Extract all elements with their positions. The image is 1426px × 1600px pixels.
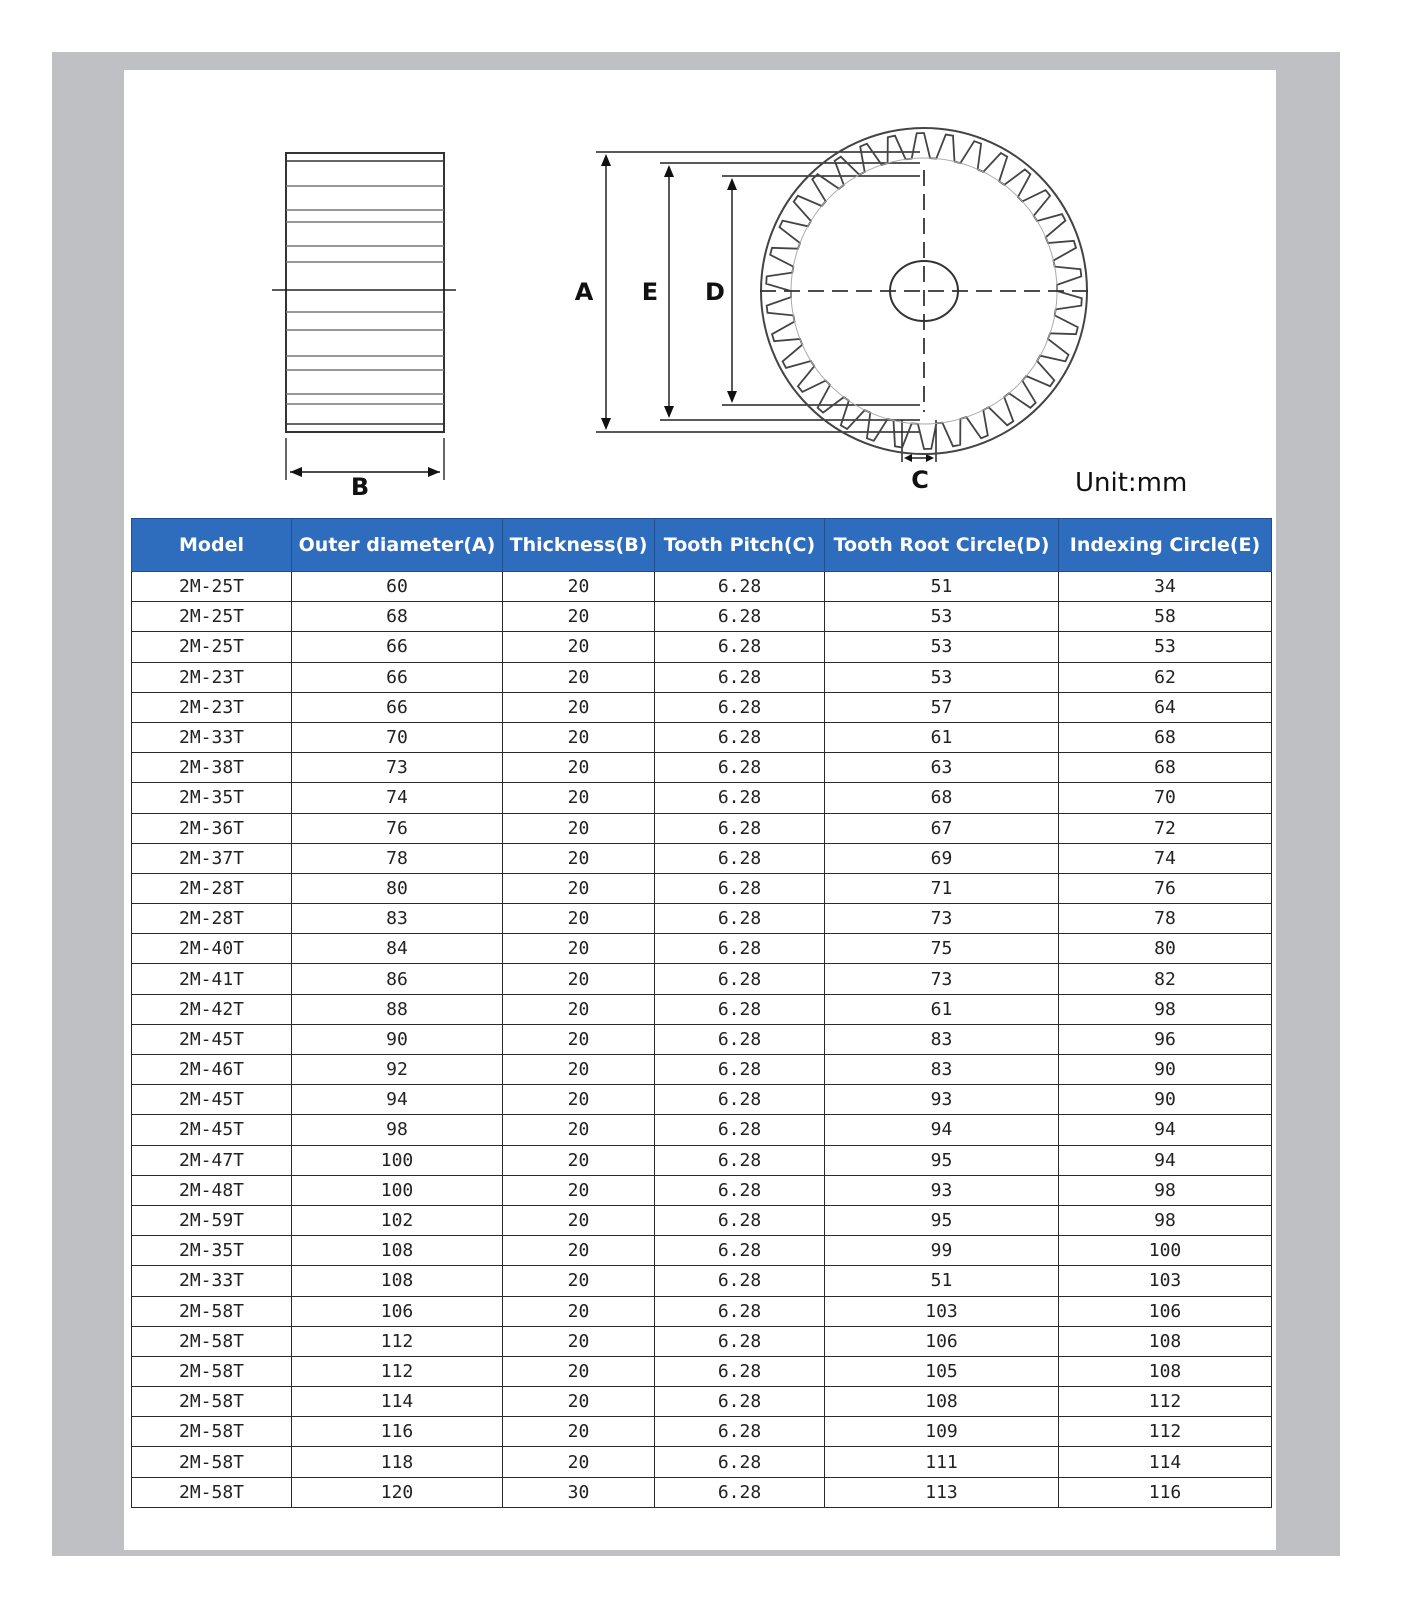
table-cell: 112 bbox=[292, 1326, 503, 1356]
table-cell: 94 bbox=[1059, 1115, 1272, 1145]
table-row bbox=[132, 1205, 1272, 1235]
table-cell: 2M-33T bbox=[132, 722, 292, 752]
table-row bbox=[132, 873, 1272, 903]
table-row bbox=[132, 753, 1272, 783]
table-row bbox=[132, 934, 1272, 964]
table-cell: 2M-33T bbox=[132, 1266, 292, 1296]
table-cell: 20 bbox=[503, 1024, 655, 1054]
pulley-side-view bbox=[272, 153, 456, 480]
table-cell: 6.28 bbox=[655, 994, 825, 1024]
table-cell: 6.28 bbox=[655, 692, 825, 722]
unit-label: Unit:mm bbox=[1075, 468, 1188, 498]
table-row bbox=[132, 1266, 1272, 1296]
table-cell: 80 bbox=[1059, 934, 1272, 964]
table-cell: 98 bbox=[1059, 994, 1272, 1024]
table-cell: 62 bbox=[1059, 662, 1272, 692]
table-row bbox=[132, 1175, 1272, 1205]
table-cell: 6.28 bbox=[655, 1175, 825, 1205]
table-cell: 2M-46T bbox=[132, 1055, 292, 1085]
table-cell: 58 bbox=[1059, 602, 1272, 632]
table-row bbox=[132, 1296, 1272, 1326]
table-cell: 114 bbox=[1059, 1447, 1272, 1477]
table-cell: 100 bbox=[292, 1175, 503, 1205]
table-cell: 20 bbox=[503, 722, 655, 752]
table-row bbox=[132, 1115, 1272, 1145]
table-cell: 96 bbox=[1059, 1024, 1272, 1054]
table-cell: 6.28 bbox=[655, 753, 825, 783]
label-c: C bbox=[911, 466, 929, 494]
table-cell: 6.28 bbox=[655, 1145, 825, 1175]
table-cell: 20 bbox=[503, 964, 655, 994]
table-cell: 90 bbox=[1059, 1085, 1272, 1115]
table-cell: 20 bbox=[503, 1447, 655, 1477]
table-cell: 6.28 bbox=[655, 1085, 825, 1115]
table-cell: 2M-37T bbox=[132, 843, 292, 873]
table-cell: 6.28 bbox=[655, 722, 825, 752]
table-cell: 102 bbox=[292, 1205, 503, 1235]
table-header-row bbox=[132, 519, 1272, 572]
spec-table bbox=[131, 518, 1272, 1508]
table-cell: 6.28 bbox=[655, 632, 825, 662]
table-cell: 2M-59T bbox=[132, 1205, 292, 1235]
table-cell: 20 bbox=[503, 1085, 655, 1115]
table-cell: 90 bbox=[1059, 1055, 1272, 1085]
table-cell: 108 bbox=[1059, 1356, 1272, 1386]
table-cell: 20 bbox=[503, 662, 655, 692]
table-cell: 98 bbox=[1059, 1205, 1272, 1235]
table-cell: 51 bbox=[825, 572, 1059, 602]
table-cell: 2M-35T bbox=[132, 1236, 292, 1266]
table-cell: 6.28 bbox=[655, 1055, 825, 1085]
table-cell: 94 bbox=[1059, 1145, 1272, 1175]
table-cell: 20 bbox=[503, 843, 655, 873]
table-cell: 86 bbox=[292, 964, 503, 994]
table-cell: 53 bbox=[825, 602, 1059, 632]
table-cell: 84 bbox=[292, 934, 503, 964]
table-cell: 2M-58T bbox=[132, 1387, 292, 1417]
table-cell: 111 bbox=[825, 1447, 1059, 1477]
table-cell: 20 bbox=[503, 602, 655, 632]
table-cell: 2M-42T bbox=[132, 994, 292, 1024]
table-cell: 112 bbox=[1059, 1417, 1272, 1447]
table-row bbox=[132, 1326, 1272, 1356]
table-cell: 6.28 bbox=[655, 1417, 825, 1447]
table-row bbox=[132, 813, 1272, 843]
table-cell: 78 bbox=[292, 843, 503, 873]
table-row bbox=[132, 783, 1272, 813]
table-cell: 112 bbox=[292, 1356, 503, 1386]
table-cell: 68 bbox=[1059, 722, 1272, 752]
table-cell: 95 bbox=[825, 1145, 1059, 1175]
table-cell: 6.28 bbox=[655, 1266, 825, 1296]
table-cell: 66 bbox=[292, 692, 503, 722]
table-cell: 20 bbox=[503, 753, 655, 783]
table-cell: 109 bbox=[825, 1417, 1059, 1447]
table-cell: 113 bbox=[825, 1477, 1059, 1507]
table-cell: 90 bbox=[292, 1024, 503, 1054]
table-row bbox=[132, 1085, 1272, 1115]
table-cell: 100 bbox=[292, 1145, 503, 1175]
table-cell: 98 bbox=[292, 1115, 503, 1145]
table-cell: 6.28 bbox=[655, 572, 825, 602]
table-row bbox=[132, 1356, 1272, 1386]
table-cell: 2M-58T bbox=[132, 1296, 292, 1326]
table-cell: 120 bbox=[292, 1477, 503, 1507]
pulley-diagram bbox=[0, 0, 1426, 510]
table-cell: 74 bbox=[1059, 843, 1272, 873]
table-cell: 118 bbox=[292, 1447, 503, 1477]
table-cell: 106 bbox=[1059, 1296, 1272, 1326]
table-cell: 76 bbox=[292, 813, 503, 843]
table-row bbox=[132, 602, 1272, 632]
table-cell: 93 bbox=[825, 1175, 1059, 1205]
table-cell: 6.28 bbox=[655, 1447, 825, 1477]
table-cell: 66 bbox=[292, 662, 503, 692]
table-cell: 53 bbox=[825, 632, 1059, 662]
table-cell: 20 bbox=[503, 632, 655, 662]
table-cell: 116 bbox=[1059, 1477, 1272, 1507]
table-row bbox=[132, 1477, 1272, 1507]
column-header: Indexing Circle(E) bbox=[1059, 519, 1272, 572]
table-cell: 2M-48T bbox=[132, 1175, 292, 1205]
table-cell: 20 bbox=[503, 1236, 655, 1266]
table-cell: 6.28 bbox=[655, 904, 825, 934]
table-cell: 6.28 bbox=[655, 934, 825, 964]
table-cell: 20 bbox=[503, 572, 655, 602]
table-row bbox=[132, 572, 1272, 602]
table-cell: 20 bbox=[503, 1356, 655, 1386]
table-cell: 2M-25T bbox=[132, 632, 292, 662]
table-cell: 70 bbox=[1059, 783, 1272, 813]
table-cell: 20 bbox=[503, 1205, 655, 1235]
table-cell: 2M-58T bbox=[132, 1447, 292, 1477]
table-cell: 20 bbox=[503, 934, 655, 964]
table-cell: 112 bbox=[1059, 1387, 1272, 1417]
table-row bbox=[132, 994, 1272, 1024]
table-cell: 6.28 bbox=[655, 1205, 825, 1235]
table-cell: 51 bbox=[825, 1266, 1059, 1296]
table-cell: 6.28 bbox=[655, 1024, 825, 1054]
table-cell: 34 bbox=[1059, 572, 1272, 602]
table-cell: 83 bbox=[292, 904, 503, 934]
table-cell: 72 bbox=[1059, 813, 1272, 843]
table-cell: 105 bbox=[825, 1356, 1059, 1386]
table-row bbox=[132, 1024, 1272, 1054]
table-cell: 108 bbox=[292, 1266, 503, 1296]
label-b: B bbox=[350, 473, 370, 501]
column-header: Thickness(B) bbox=[503, 519, 655, 572]
table-cell: 6.28 bbox=[655, 1115, 825, 1145]
table-cell: 108 bbox=[825, 1387, 1059, 1417]
table-cell: 20 bbox=[503, 1296, 655, 1326]
table-cell: 53 bbox=[1059, 632, 1272, 662]
table-cell: 69 bbox=[825, 843, 1059, 873]
column-header: Model bbox=[132, 519, 292, 572]
table-cell: 53 bbox=[825, 662, 1059, 692]
table-cell: 2M-58T bbox=[132, 1356, 292, 1386]
table-cell: 94 bbox=[825, 1115, 1059, 1145]
table-cell: 108 bbox=[1059, 1326, 1272, 1356]
table-row bbox=[132, 632, 1272, 662]
table-row bbox=[132, 1236, 1272, 1266]
table-row bbox=[132, 843, 1272, 873]
table-row bbox=[132, 662, 1272, 692]
table-cell: 6.28 bbox=[655, 1236, 825, 1266]
table-cell: 98 bbox=[1059, 1175, 1272, 1205]
table-cell: 68 bbox=[825, 783, 1059, 813]
table-cell: 94 bbox=[292, 1085, 503, 1115]
table-cell: 2M-41T bbox=[132, 964, 292, 994]
table-cell: 71 bbox=[825, 873, 1059, 903]
table-cell: 20 bbox=[503, 1145, 655, 1175]
column-header: Tooth Pitch(C) bbox=[655, 519, 825, 572]
table-cell: 114 bbox=[292, 1387, 503, 1417]
column-header: Tooth Root Circle(D) bbox=[825, 519, 1059, 572]
table-cell: 20 bbox=[503, 1055, 655, 1085]
table-cell: 2M-45T bbox=[132, 1085, 292, 1115]
table-row bbox=[132, 1145, 1272, 1175]
table-cell: 20 bbox=[503, 1387, 655, 1417]
table-cell: 108 bbox=[292, 1236, 503, 1266]
table-cell: 2M-38T bbox=[132, 753, 292, 783]
table-cell: 2M-25T bbox=[132, 572, 292, 602]
table-cell: 2M-45T bbox=[132, 1024, 292, 1054]
table-cell: 6.28 bbox=[655, 1356, 825, 1386]
table-cell: 6.28 bbox=[655, 813, 825, 843]
table-cell: 2M-35T bbox=[132, 783, 292, 813]
column-header: Outer diameter(A) bbox=[292, 519, 503, 572]
table-cell: 67 bbox=[825, 813, 1059, 843]
table-cell: 6.28 bbox=[655, 964, 825, 994]
table-cell: 2M-58T bbox=[132, 1417, 292, 1447]
table-cell: 2M-36T bbox=[132, 813, 292, 843]
table-cell: 2M-23T bbox=[132, 692, 292, 722]
table-cell: 80 bbox=[292, 873, 503, 903]
table-row bbox=[132, 1447, 1272, 1477]
table-cell: 2M-25T bbox=[132, 602, 292, 632]
label-a: A bbox=[574, 278, 594, 306]
table-cell: 20 bbox=[503, 873, 655, 903]
table-cell: 57 bbox=[825, 692, 1059, 722]
table-cell: 6.28 bbox=[655, 843, 825, 873]
table-row bbox=[132, 1387, 1272, 1417]
table-cell: 70 bbox=[292, 722, 503, 752]
table-cell: 92 bbox=[292, 1055, 503, 1085]
table-cell: 93 bbox=[825, 1085, 1059, 1115]
table-row bbox=[132, 1055, 1272, 1085]
table-cell: 78 bbox=[1059, 904, 1272, 934]
table-cell: 64 bbox=[1059, 692, 1272, 722]
table-cell: 83 bbox=[825, 1055, 1059, 1085]
table-cell: 68 bbox=[292, 602, 503, 632]
table-cell: 2M-40T bbox=[132, 934, 292, 964]
table-row bbox=[132, 1417, 1272, 1447]
table-cell: 2M-47T bbox=[132, 1145, 292, 1175]
table-cell: 20 bbox=[503, 1326, 655, 1356]
table-cell: 20 bbox=[503, 1175, 655, 1205]
table-cell: 76 bbox=[1059, 873, 1272, 903]
table-cell: 6.28 bbox=[655, 783, 825, 813]
table-cell: 6.28 bbox=[655, 662, 825, 692]
table-row bbox=[132, 692, 1272, 722]
table-cell: 103 bbox=[1059, 1266, 1272, 1296]
table-cell: 75 bbox=[825, 934, 1059, 964]
table-cell: 61 bbox=[825, 722, 1059, 752]
table-cell: 20 bbox=[503, 904, 655, 934]
table-cell: 66 bbox=[292, 632, 503, 662]
table-row bbox=[132, 904, 1272, 934]
table-cell: 6.28 bbox=[655, 1296, 825, 1326]
table-cell: 20 bbox=[503, 692, 655, 722]
table-cell: 2M-58T bbox=[132, 1477, 292, 1507]
table-cell: 2M-28T bbox=[132, 873, 292, 903]
table-cell: 74 bbox=[292, 783, 503, 813]
table-cell: 20 bbox=[503, 1115, 655, 1145]
label-d: D bbox=[705, 278, 725, 306]
label-e: E bbox=[641, 278, 659, 306]
table-cell: 2M-28T bbox=[132, 904, 292, 934]
table-cell: 61 bbox=[825, 994, 1059, 1024]
table-cell: 2M-58T bbox=[132, 1326, 292, 1356]
table-cell: 2M-23T bbox=[132, 662, 292, 692]
table-cell: 20 bbox=[503, 1266, 655, 1296]
table-row bbox=[132, 964, 1272, 994]
table-cell: 20 bbox=[503, 1417, 655, 1447]
table-cell: 6.28 bbox=[655, 602, 825, 632]
table-cell: 2M-45T bbox=[132, 1115, 292, 1145]
table-cell: 88 bbox=[292, 994, 503, 1024]
table-body bbox=[132, 572, 1272, 1508]
table-cell: 68 bbox=[1059, 753, 1272, 783]
table-cell: 116 bbox=[292, 1417, 503, 1447]
table-cell: 82 bbox=[1059, 964, 1272, 994]
table-cell: 73 bbox=[825, 964, 1059, 994]
table-cell: 106 bbox=[292, 1296, 503, 1326]
table-cell: 6.28 bbox=[655, 1477, 825, 1507]
table-cell: 106 bbox=[825, 1326, 1059, 1356]
table-cell: 20 bbox=[503, 994, 655, 1024]
table-cell: 73 bbox=[292, 753, 503, 783]
table-cell: 20 bbox=[503, 783, 655, 813]
table-cell: 6.28 bbox=[655, 1387, 825, 1417]
table-row bbox=[132, 722, 1272, 752]
table-cell: 60 bbox=[292, 572, 503, 602]
table-cell: 20 bbox=[503, 813, 655, 843]
table-cell: 83 bbox=[825, 1024, 1059, 1054]
table-cell: 6.28 bbox=[655, 873, 825, 903]
table-cell: 103 bbox=[825, 1296, 1059, 1326]
table-cell: 6.28 bbox=[655, 1326, 825, 1356]
table-cell: 73 bbox=[825, 904, 1059, 934]
table-cell: 95 bbox=[825, 1205, 1059, 1235]
table-cell: 30 bbox=[503, 1477, 655, 1507]
table-cell: 63 bbox=[825, 753, 1059, 783]
table-cell: 99 bbox=[825, 1236, 1059, 1266]
table-cell: 100 bbox=[1059, 1236, 1272, 1266]
